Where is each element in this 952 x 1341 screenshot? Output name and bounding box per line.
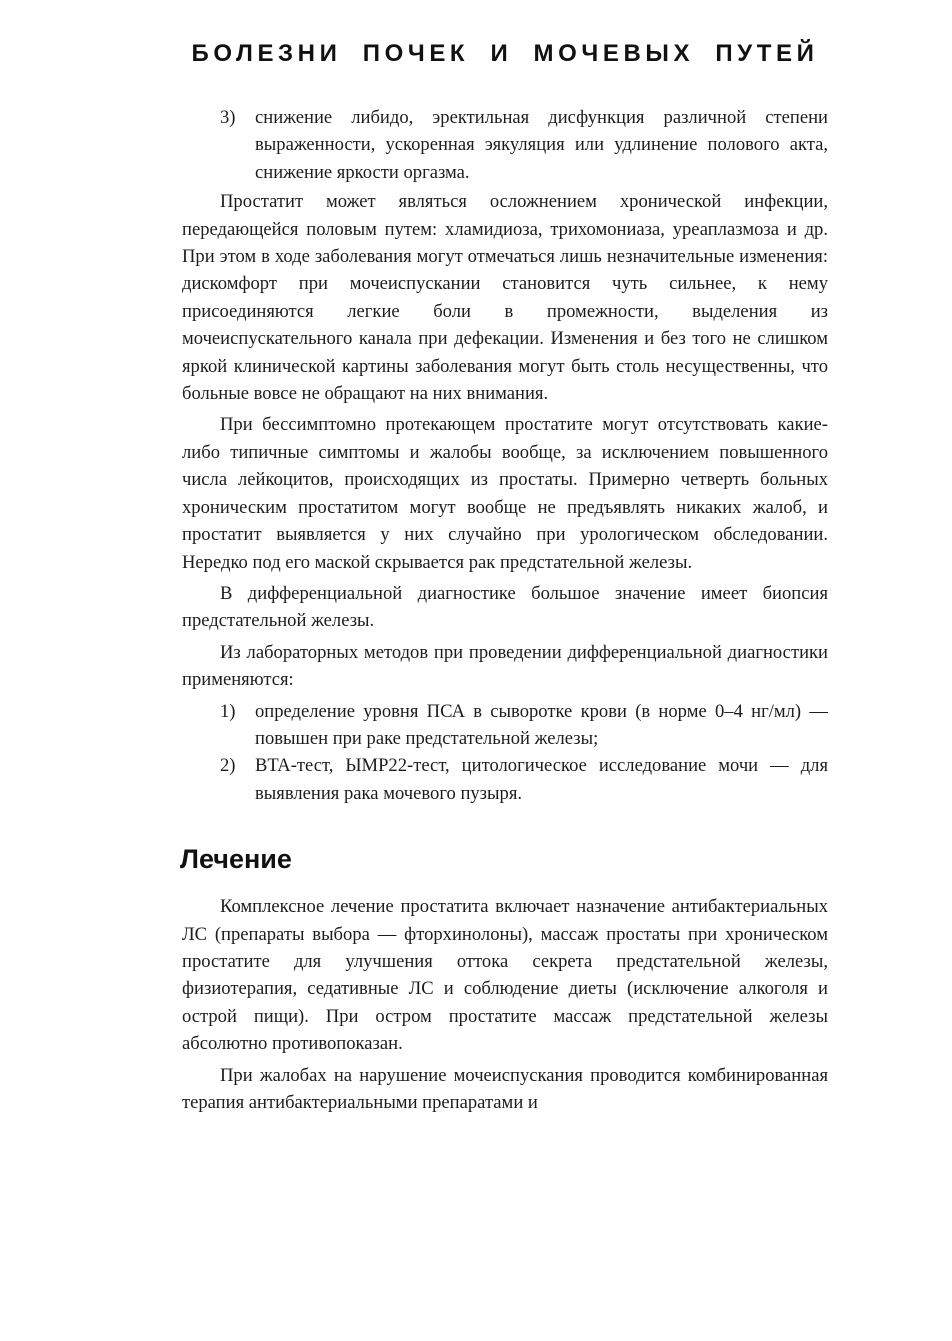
list-item-number: 1) (220, 700, 236, 722)
section-heading: Лечение (180, 844, 292, 875)
paragraph: Из лабораторных методов при проведении дифференциальной диагностики применяются: (182, 641, 828, 691)
symptom-list-continued (182, 104, 828, 186)
list-item-number: 2) (220, 755, 236, 777)
paragraph: При жалобах на нарушение мочеиспускания проводится комбинированная терапия антибактериальными препаратами и (182, 1064, 828, 1113)
running-head: БОЛЕЗНИ ПОЧЕК И МОЧЕВЫХ ПУТЕЙ (191, 40, 819, 67)
page-body (182, 104, 828, 1120)
list-item (182, 752, 828, 807)
list-item (182, 104, 828, 186)
paragraph: В дифференциальной диагностике большое значение имеет биопсия предстательной железы. (182, 582, 828, 632)
list-item (182, 698, 828, 753)
paragraph: При бессимптомно протекающем простатите могут отсутствовать какие-либо типичные симптомы и жалобы вообще, за исключением повышенного числа лейкоцитов, происходящих из простаты. Примерно четверть больных хроническим простатитом могут вообще не предъявлять никаких жалоб, и простатит выявляется у них случайно при урологическом обследовании. Нередко под его маской скрывается рак предстательной железы. (182, 414, 828, 573)
diagnostics-list (182, 698, 828, 808)
paragraph: Простатит может являться осложнением хронической инфекции, передающейся половым путем: хламидиоза, трихомониаза, уреаплазмоза и др. При этом в ходе заболевания могут отмечаться лишь незначительные изменения: дискомфорт при мочеиспускании становится чуть сильнее, к нему присоединяются легкие боли в промежности, выделения из мочеиспускательного канала при дефекации. Изменения и без того не слишком яркой клинической картины заболевания могут быть столь несущественны, что больные вовсе не обращают на них внимания. (182, 191, 828, 405)
list-item-text: определение уровня ПСА в сыворотке крови (в норме 0–4 нг/мл) — повышен при раке предстательной железы; (255, 700, 828, 749)
list-item-text: BTA-тест, ЫМР22-тест, цитологическое исследование мочи — для выявления рака мочевого пузыря. (255, 755, 828, 804)
paragraph: Комплексное лечение простатита включает назначение антибактериальных ЛС (препараты выбора — фторхинолоны), массаж простаты при хроническом простатите для улучшения оттока секрета предстательной железы, физиотерапия, седативные ЛС и соблюдение диеты (исключение алкоголя и острой пищи). При остром простатите массаж предстательной железы абсолютно противопоказан. (182, 896, 828, 1055)
list-item-text: снижение либидо, эректильная дисфункция различной степени выраженности, ускоренная эякуляция или удлинение полового акта, снижение яркости оргазма. (255, 107, 828, 183)
list-item-number: 3) (220, 107, 236, 128)
